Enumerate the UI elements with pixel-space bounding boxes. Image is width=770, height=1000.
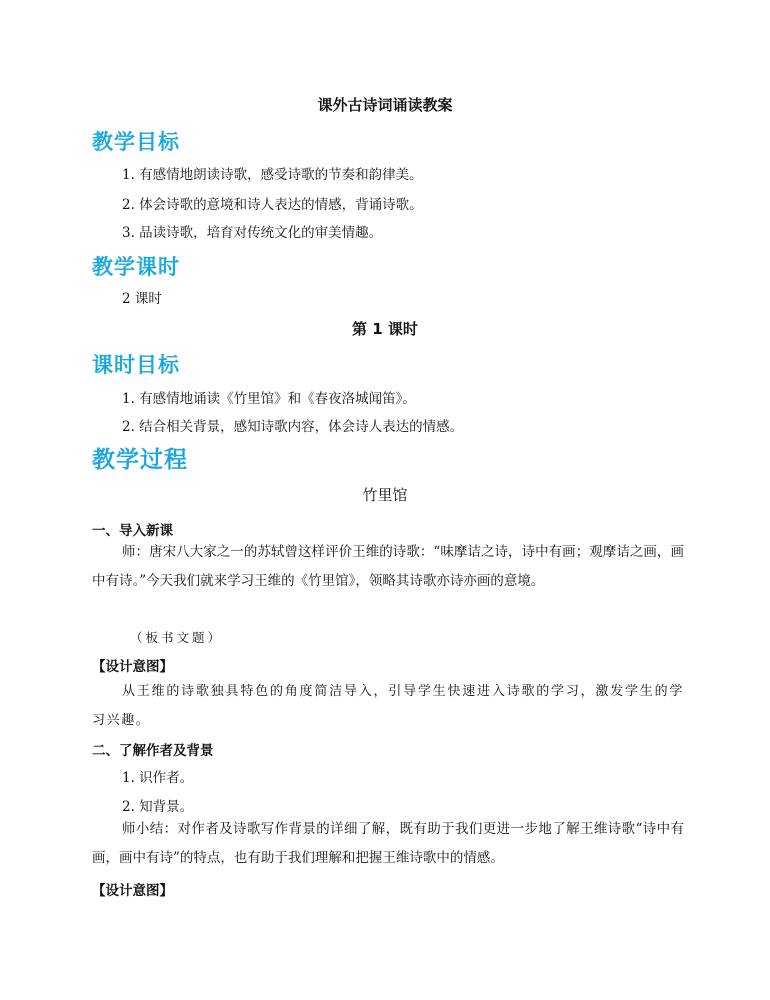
part2-paragraph: 师小结：对作者及诗歌写作背景的详细了解，既有助于我们更进一步地了解王维诗歌“诗中有画，画中有诗”的特点，也有助于我们理解和把握王维诗歌中的情感。 xyxy=(92,821,684,866)
goal-item-2: 2. 体会诗歌的意境和诗人表达的情感，背诵诗歌。 xyxy=(122,197,423,213)
part2-item-2: 2. 知背景。 xyxy=(122,799,194,815)
part1-heading: 一、导入新课 xyxy=(92,523,173,539)
section-heading-lesson-goals: 课时目标 xyxy=(92,353,180,377)
part1-note: （板书文题） xyxy=(130,630,224,645)
part2-heading: 二、了解作者及背景 xyxy=(92,743,214,759)
part1-paragraph: 师：唐宋八大家之一的苏轼曾这样评价王维的诗歌：“味摩诘之诗，诗中有画；观摩诘之画，画中有诗。”今天我们就来学习王维的《竹里馆》，领略其诗歌亦诗亦画的意境。 xyxy=(92,544,684,589)
document-title: 课外古诗词诵读教案 xyxy=(317,96,453,114)
lesson-title: 第 1 课时 xyxy=(352,320,418,338)
section-heading-teaching-goals: 教学目标 xyxy=(92,130,180,154)
lesson-goal-item-2: 2. 结合相关背景，感知诗歌内容，体会诗人表达的情感。 xyxy=(122,419,464,435)
section-heading-teaching-process: 教学过程 xyxy=(92,447,188,473)
goal-item-3: 3. 品读诗歌，培育对传统文化的审美情趣。 xyxy=(122,225,383,241)
goal-item-1: 1. 有感情地朗读诗歌，感受诗歌的节奏和韵律美。 xyxy=(122,167,423,183)
poem-title: 竹里馆 xyxy=(362,486,408,504)
section-heading-class-hours: 教学课时 xyxy=(92,255,180,279)
design-intent-heading-1: 【设计意图】 xyxy=(92,659,173,675)
lesson-goal-item-1: 1. 有感情地诵读《竹里馆》和《春夜洛城闻笛》。 xyxy=(122,391,416,407)
part2-item-1: 1. 识作者。 xyxy=(122,770,194,786)
design-intent-paragraph-1: 从王维的诗歌独具特色的角度简洁导入，引导学生快速进入诗歌的学习，激发学生的学习兴趣。 xyxy=(92,684,684,728)
design-intent-heading-2: 【设计意图】 xyxy=(92,883,173,899)
class-hours-text: 2 课时 xyxy=(122,291,162,307)
